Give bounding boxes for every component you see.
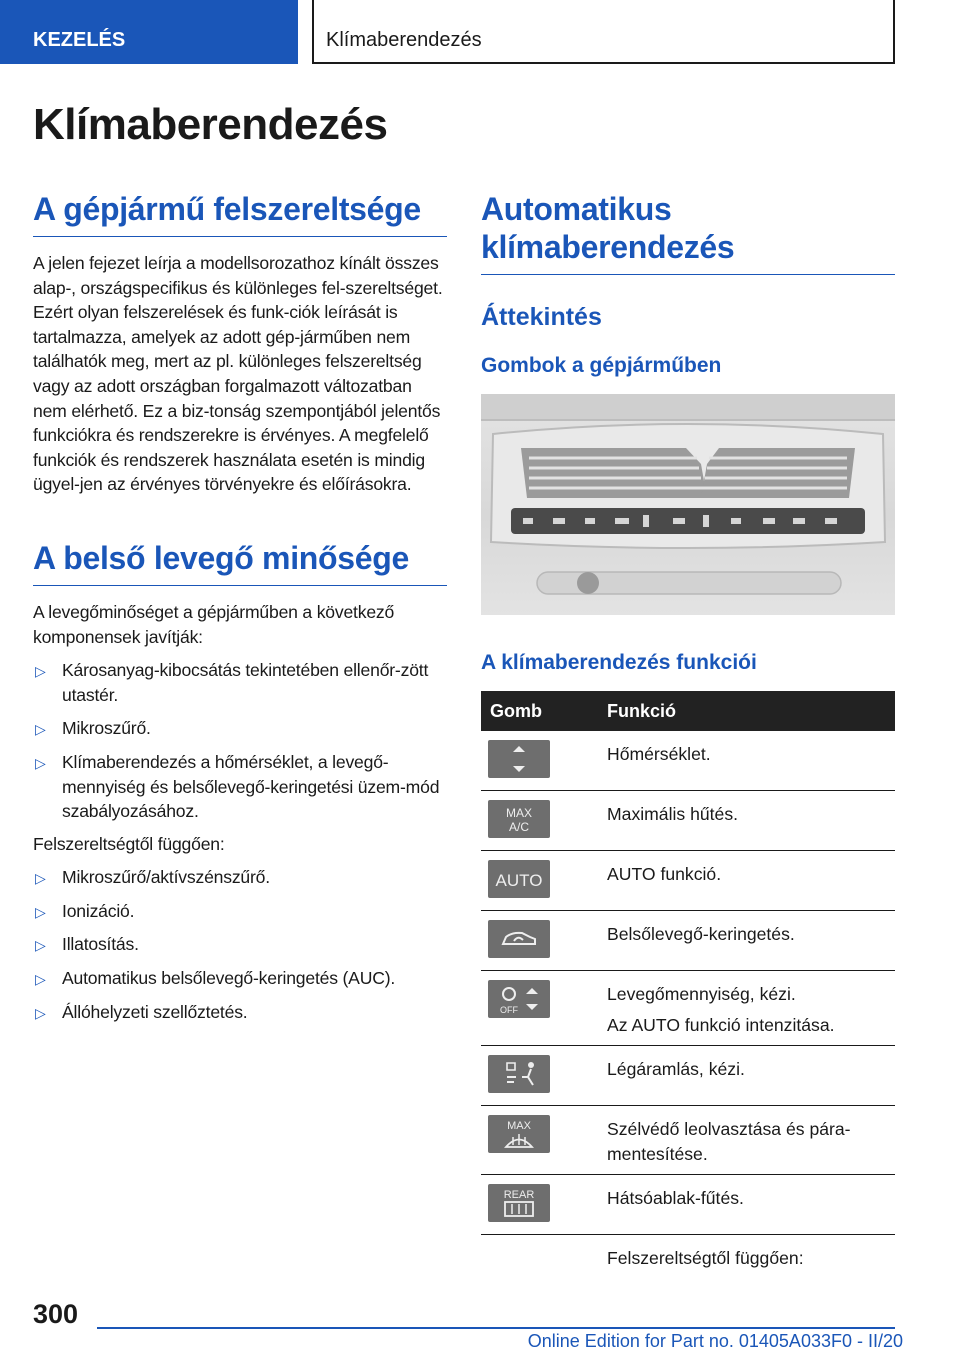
column-header-function: Funkció bbox=[607, 691, 895, 731]
heading-interior-air-quality: A belső levegő minősége bbox=[33, 539, 447, 586]
heading-automatic-climate-control: Automatikus klímaberendezés bbox=[481, 190, 895, 275]
page-number: 300 bbox=[33, 1299, 79, 1329]
list-item: ▷ Automatikus belsőlevegő-keringetés (AUC). bbox=[33, 966, 447, 991]
air-distribution-icon bbox=[488, 1055, 550, 1093]
svg-text:AUTO: AUTO bbox=[495, 871, 543, 890]
table-row bbox=[481, 1106, 895, 1175]
function-text: Hőmérséklet. bbox=[607, 731, 895, 791]
svg-text:MAX: MAX bbox=[507, 1120, 531, 1133]
climate-panel-photo bbox=[481, 394, 895, 615]
function-text: Légáramlás, kézi. bbox=[607, 1046, 895, 1106]
list-item: ▷ Klímaberendezés a hőmérséklet, a levegő-mennyiség és belsőlevegő-keringetési üzem-mód szabályozásához. bbox=[35, 751, 440, 822]
function-text: Hátsóablak-fűtés. bbox=[607, 1175, 895, 1235]
air-quality-intro: A levegőminőséget a gépjárműben a következő komponensek javítják: bbox=[33, 601, 395, 647]
function-text: Maximális hűtés. bbox=[607, 791, 895, 851]
function-text: Belsőlevegő-keringetés. bbox=[607, 911, 895, 971]
list-item: ▷ Állóhelyzeti szellőztetés. bbox=[33, 1000, 447, 1025]
function-text: AUTO funkció. bbox=[607, 851, 895, 911]
triangle-bullet-icon: ▷ bbox=[35, 870, 46, 887]
temperature-arrows-icon bbox=[488, 740, 550, 778]
footer-divider bbox=[97, 1327, 895, 1329]
page-title: Klímaberendezés bbox=[33, 100, 388, 149]
heading-climate-functions: A klímaberendezés funkciói bbox=[481, 651, 757, 674]
svg-text:OFF: OFF bbox=[500, 1005, 518, 1015]
triangle-bullet-icon: ▷ bbox=[35, 903, 46, 920]
table-row bbox=[481, 851, 895, 911]
function-text-secondary: Az AUTO funkció intenzitása. bbox=[607, 1014, 835, 1035]
recirculation-icon bbox=[488, 920, 550, 958]
function-text: Szélvédő leolvasztása és pára-mentesítése. bbox=[607, 1106, 895, 1175]
climate-function-table bbox=[481, 691, 895, 1294]
table-row bbox=[481, 911, 895, 971]
list-item: ▷ Mikroszűrő. bbox=[33, 716, 447, 741]
triangle-bullet-icon: ▷ bbox=[35, 937, 46, 954]
fan-off-icon bbox=[488, 980, 550, 1018]
climate-panel-illustration bbox=[481, 394, 895, 615]
rear-defrost-icon bbox=[488, 1184, 550, 1222]
svg-text:MAX: MAX bbox=[505, 806, 533, 820]
air-quality-list bbox=[33, 658, 447, 824]
heading-buttons-in-vehicle: Gombok a gépjárműben bbox=[481, 354, 722, 377]
section-tab: KEZELÉS bbox=[0, 0, 298, 64]
auto-icon bbox=[488, 860, 550, 898]
triangle-bullet-icon: ▷ bbox=[35, 971, 46, 988]
triangle-bullet-icon: ▷ bbox=[35, 721, 46, 738]
triangle-bullet-icon: ▷ bbox=[35, 754, 46, 771]
list-item: ▷ Mikroszűrő/aktívszénszűrő. bbox=[33, 865, 447, 890]
equipment-dependent-label: Felszereltségtől függően: bbox=[33, 833, 225, 854]
table-header-row bbox=[481, 691, 895, 731]
column-header-button: Gomb bbox=[481, 691, 607, 731]
list-item: ▷ Ionizáció. bbox=[33, 899, 447, 924]
edition-footer: Online Edition for Part no. 01405A033F0 - II/20 bbox=[527, 1331, 903, 1351]
list-item: ▷ Illatosítás. bbox=[33, 932, 447, 957]
max-ac-icon bbox=[488, 800, 550, 838]
svg-text:REAR: REAR bbox=[503, 1189, 535, 1202]
function-text: Levegőmennyiség, kézi. bbox=[607, 984, 796, 1004]
table-row bbox=[481, 1175, 895, 1235]
list-item: ▷ Károsanyag-kibocsátás tekintetében ellenőr-zött utastér. bbox=[35, 660, 429, 705]
chapter-title: Klímaberendezés bbox=[312, 0, 895, 64]
triangle-bullet-icon: ▷ bbox=[35, 663, 46, 680]
table-row bbox=[481, 1235, 895, 1295]
heading-vehicle-equipment: A gépjármű felszereltsége bbox=[33, 190, 447, 237]
table-row bbox=[481, 731, 895, 791]
optional-equipment-list bbox=[33, 865, 447, 1024]
right-column bbox=[481, 190, 895, 1294]
table-row bbox=[481, 1046, 895, 1106]
table-row bbox=[481, 971, 895, 1046]
max-defrost-icon bbox=[488, 1115, 550, 1153]
equipment-paragraph: A jelen fejezet leírja a modellsorozathoz kínált összes alap-, országspecifikus és különleges fel-szereltséget. Ezért olyan felszerelések és funk-ciók leírását is tartalmazza, amelyek az adott gép-járműben nem találhatók meg, mert az pl. különleges felszereltség vagy az adott országban forgalmazott változatban nem elérhető. Ez a biz-tonság szempontjából jelentős funkciókra és rendszerekre is érvényes. A megfelelő funkciók és rendszerek használata esetén is mindig ügyel-jen az érvényes törvényekre és előírásokra. bbox=[33, 253, 443, 495]
triangle-bullet-icon: ▷ bbox=[35, 1004, 46, 1021]
svg-text:A/C: A/C bbox=[508, 820, 530, 834]
table-row bbox=[481, 791, 895, 851]
left-column bbox=[33, 190, 447, 1024]
heading-overview: Áttekintés bbox=[481, 303, 602, 331]
function-text: Felszereltségtől függően: bbox=[607, 1248, 804, 1269]
